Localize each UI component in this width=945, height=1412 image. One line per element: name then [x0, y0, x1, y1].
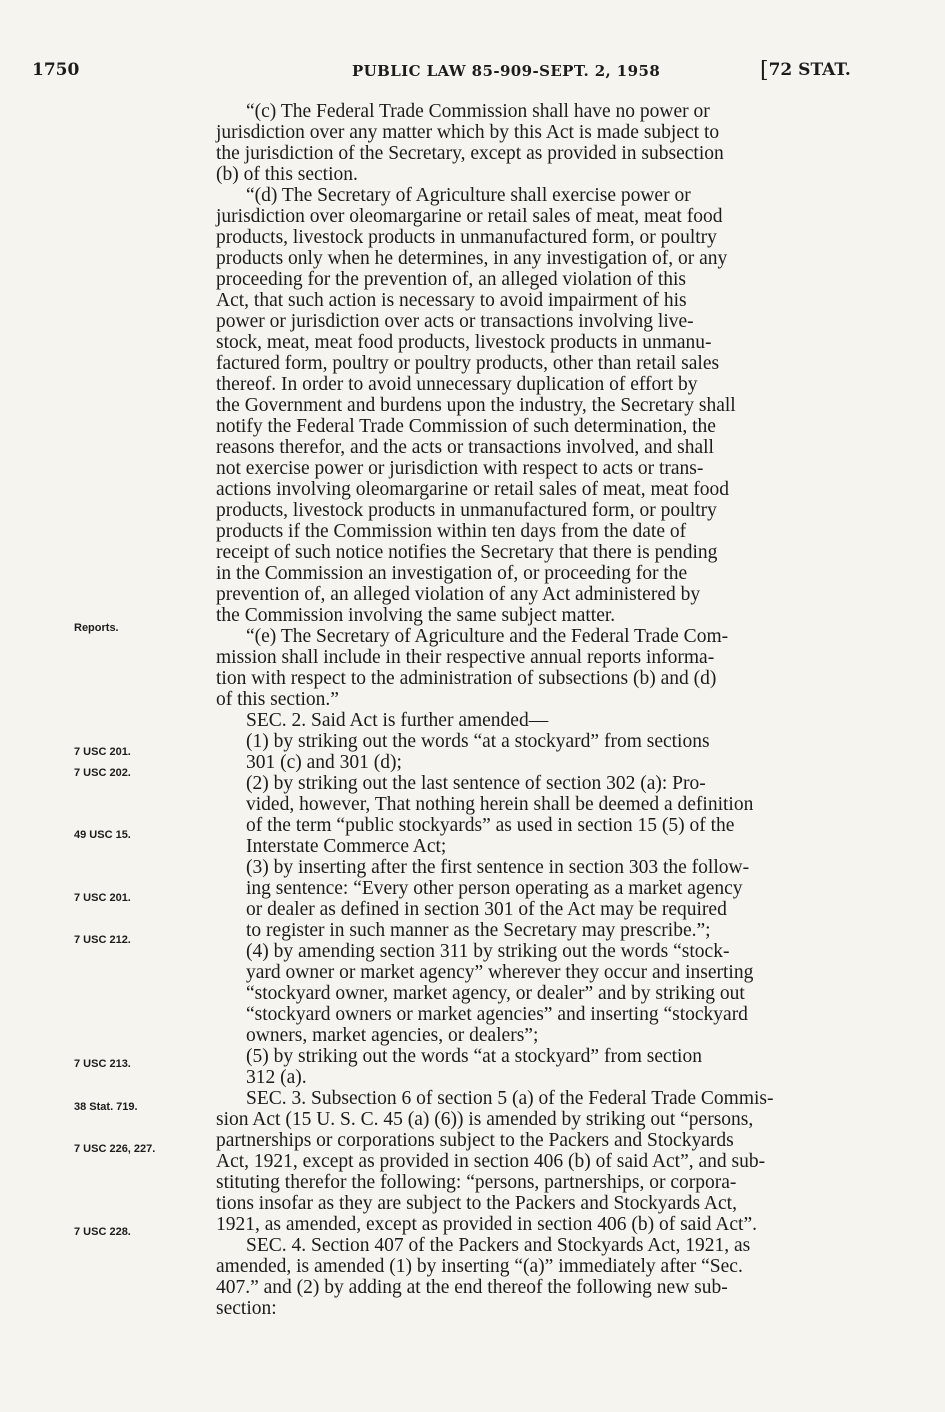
text-line: notify the Federal Trade Commission of such determination, the	[216, 416, 716, 437]
side-note: 7 USC 226, 227.	[74, 1143, 156, 1155]
text-line: vided, however, That nothing herein shall be deemed a definition	[246, 794, 754, 815]
text-line: sion Act (15 U. S. C. 45 (a) (6)) is amended by striking out “persons,	[216, 1109, 754, 1130]
text-line: “(c) The Federal Trade Commission shall have no power or	[246, 101, 710, 122]
text-line: (4) by amending section 311 by striking out the words “stock-	[246, 941, 730, 962]
text-line: owners, market agencies, or dealers”;	[246, 1025, 539, 1046]
text-line: receipt of such notice notifies the Secretary that there is pending	[216, 542, 718, 563]
text-line: prevention of, an alleged violation of any Act administered by	[216, 584, 701, 605]
text-line: reasons therefor, and the acts or transactions involved, and shall	[216, 437, 714, 458]
text-line: 301 (c) and 301 (d);	[246, 752, 402, 773]
text-line: the Commission involving the same subject matter.	[216, 605, 616, 626]
text-line: products, livestock products in unmanufactured form, or poultry	[216, 500, 717, 521]
text-line: of this section.”	[216, 689, 339, 710]
side-note: 7 USC 201.	[74, 892, 131, 904]
text-line: not exercise power or jurisdiction with respect to acts or trans-	[216, 458, 704, 479]
text-line: actions involving oleomargarine or retail sales of meat, meat food	[216, 479, 729, 500]
text-line: tion with respect to the administration of subsections (b) and (d)	[216, 668, 717, 689]
text-line: factured form, poultry or poultry products, other than retail sales	[216, 353, 720, 374]
section-heading: SEC. 3. Subsection 6 of section 5 (a) of the Federal Trade Commis-	[246, 1088, 774, 1109]
text-line: Interstate Commerce Act;	[246, 836, 447, 857]
side-note: Reports.	[74, 622, 119, 634]
text-line: mission shall include in their respective annual reports informa-	[216, 647, 715, 668]
text-line: 407.” and (2) by adding at the end thereof the following new sub-	[216, 1277, 728, 1298]
text-line: products, livestock products in unmanufactured form, or poultry	[216, 227, 717, 248]
text-line: the Government and burdens upon the industry, the Secretary shall	[216, 395, 736, 416]
side-note: 7 USC 212.	[74, 934, 131, 946]
side-note: 49 USC 15.	[74, 829, 131, 841]
page-number: 1750	[32, 60, 80, 80]
text-line: Act, 1921, except as provided in section 406 (b) of said Act”, and sub-	[216, 1151, 766, 1172]
text-line: stituting therefor the following: “persons, partnerships, or corpora-	[216, 1172, 737, 1193]
text-line: (5) by striking out the words “at a stockyard” from section	[246, 1046, 702, 1067]
text-line: “stockyard owners or market agencies” and inserting “stockyard	[246, 1004, 748, 1025]
text-line: 1921, as amended, except as provided in section 406 (b) of said Act”.	[216, 1214, 757, 1235]
text-line: jurisdiction over any matter which by this Act is made subject to	[216, 122, 720, 143]
text-line: jurisdiction over oleomargarine or retail sales of meat, meat food	[216, 206, 723, 227]
section-heading: SEC. 2. Said Act is further amended—	[246, 710, 549, 731]
text-line: “(d) The Secretary of Agriculture shall exercise power or	[246, 185, 691, 206]
text-line: or dealer as defined in section 301 of the Act may be required	[246, 899, 727, 920]
text-line: “stockyard owner, market agency, or dealer” and by striking out	[246, 983, 745, 1004]
text-line: thereof. In order to avoid unnecessary duplication of effort by	[216, 374, 698, 395]
text-line: tions insofar as they are subject to the Packers and Stockyards Act,	[216, 1193, 737, 1214]
text-line: the jurisdiction of the Secretary, except as provided in subsection	[216, 143, 724, 164]
statute-reference-text: 72 STAT.	[768, 60, 851, 80]
text-line: “(e) The Secretary of Agriculture and the Federal Trade Com-	[246, 626, 729, 647]
text-line: amended, is amended (1) by inserting “(a)” immediately after “Sec.	[216, 1256, 743, 1277]
text-line: partnerships or corporations subject to the Packers and Stockyards	[216, 1130, 734, 1151]
statute-reference: [72 STAT.	[760, 58, 851, 83]
side-note: 7 USC 228.	[74, 1226, 131, 1238]
text-line: yard owner or market agency” wherever they occur and inserting	[246, 962, 754, 983]
text-line: Act, that such action is necessary to avoid impairment of his	[216, 290, 687, 311]
section-heading: SEC. 4. Section 407 of the Packers and Stockyards Act, 1921, as	[246, 1235, 751, 1256]
side-note: 7 USC 202.	[74, 767, 131, 779]
text-line: stock, meat, meat food products, livestock products in unmanu-	[216, 332, 712, 353]
running-title: PUBLIC LAW 85-909-SEPT. 2, 1958	[352, 62, 661, 80]
text-line: ing sentence: “Every other person operating as a market agency	[246, 878, 743, 899]
text-line: proceeding for the prevention of, an alleged violation of this	[216, 269, 687, 290]
side-note: 7 USC 201.	[74, 746, 131, 758]
text-line: (b) of this section.	[216, 164, 358, 185]
text-line: products only when he determines, in any investigation of, or any	[216, 248, 728, 269]
text-line: to register in such manner as the Secretary may prescribe.”;	[246, 920, 711, 941]
side-note: 7 USC 213.	[74, 1058, 131, 1070]
text-line: products if the Commission within ten days from the date of	[216, 521, 687, 542]
text-line: 312 (a).	[246, 1067, 307, 1088]
side-note: 38 Stat. 719.	[74, 1101, 138, 1113]
text-line: in the Commission an investigation of, or proceeding for the	[216, 563, 688, 584]
text-line: of the term “public stockyards” as used in section 15 (5) of the	[246, 815, 735, 836]
text-line: (2) by striking out the last sentence of section 302 (a): Pro-	[246, 773, 706, 794]
text-line: section:	[216, 1298, 277, 1319]
text-line: (3) by inserting after the first sentence in section 303 the follow-	[246, 857, 750, 878]
text-line: (1) by striking out the words “at a stockyard” from sections	[246, 731, 710, 752]
text-line: power or jurisdiction over acts or transactions involving live-	[216, 311, 694, 332]
